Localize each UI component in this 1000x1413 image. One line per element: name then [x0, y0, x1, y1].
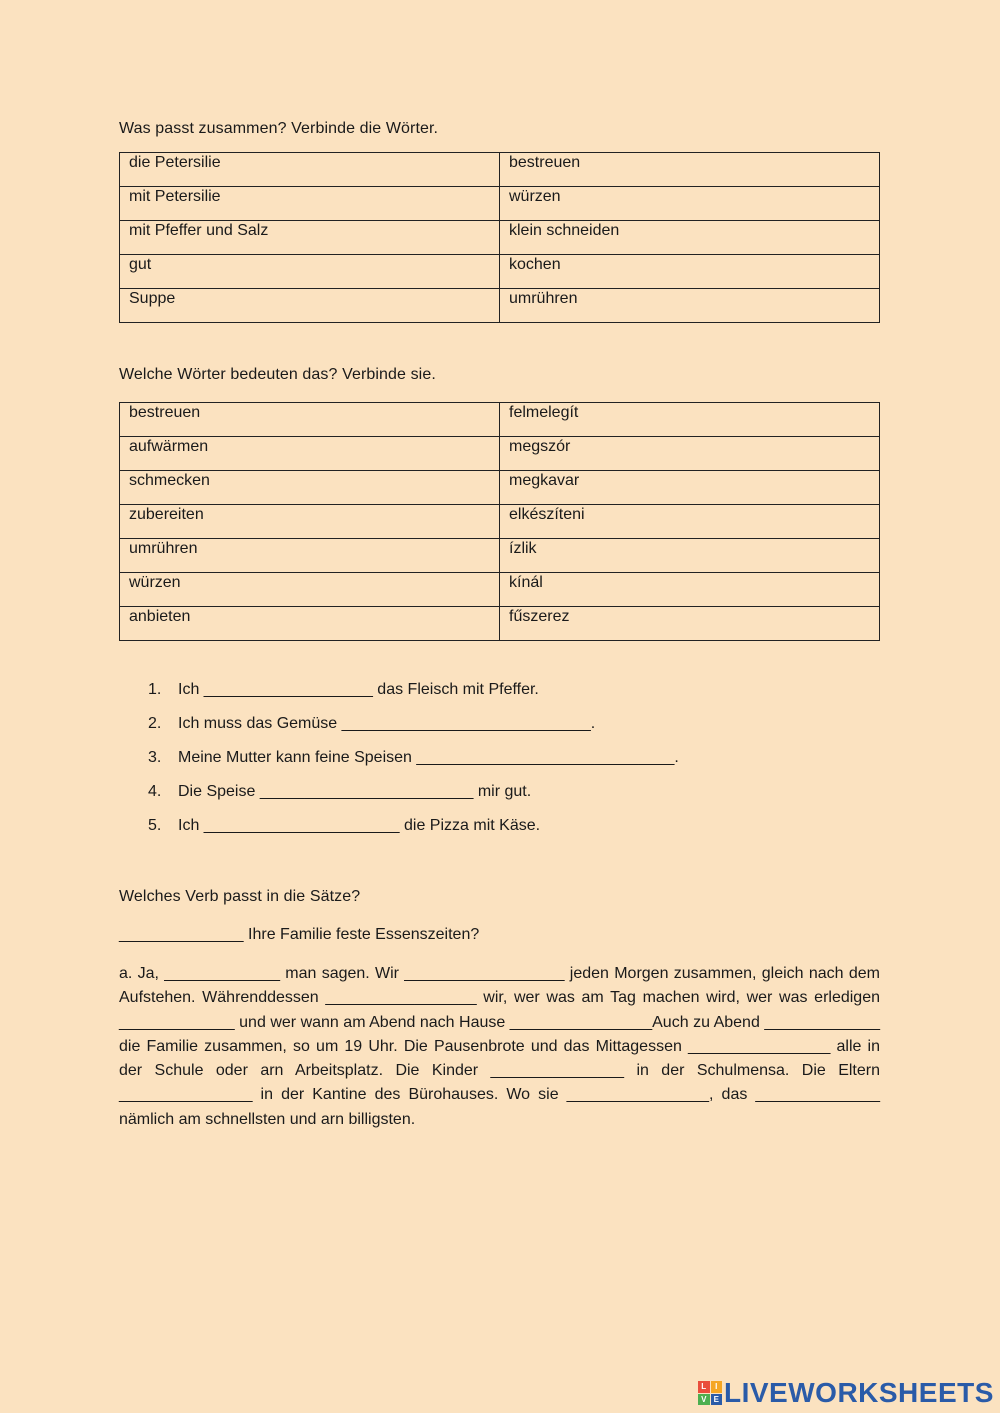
- table1-row: [120, 255, 880, 289]
- table2-left-cell[interactable]: bestreuen: [120, 403, 500, 437]
- table1-left-cell[interactable]: mit Pfeffer und Salz: [120, 221, 500, 255]
- table2-right-cell[interactable]: felmelegít: [500, 403, 880, 437]
- sentence-number: 2.: [148, 715, 162, 732]
- sentence-item: [148, 748, 679, 782]
- table2-left-cell[interactable]: schmecken: [120, 471, 500, 505]
- liveworksheets-logo: [698, 1378, 994, 1408]
- sentence-text[interactable]: Die Speise ________________________ mir gut.: [178, 783, 532, 800]
- sentence-item: [148, 782, 679, 816]
- table1-right-cell[interactable]: kochen: [500, 255, 880, 289]
- table2-row: [120, 539, 880, 573]
- match-table-1: [119, 152, 880, 323]
- table2-row: [120, 607, 880, 641]
- question-line: ______________ Ihre Familie feste Essenszeiten?: [119, 926, 480, 943]
- sentence-number: 4.: [148, 783, 162, 800]
- sentence-number: 3.: [148, 749, 162, 766]
- logo-text: LIVEWORKSHEETS: [724, 1377, 994, 1408]
- table2-right-cell[interactable]: kínál: [500, 573, 880, 607]
- sentence-number: 5.: [148, 817, 162, 834]
- table2-right-cell[interactable]: fűszerez: [500, 607, 880, 641]
- table2-row: [120, 403, 880, 437]
- section3-heading: Welches Verb passt in die Sätze?: [119, 888, 361, 905]
- table2-left-cell[interactable]: zubereiten: [120, 505, 500, 539]
- table1-row: [120, 153, 880, 187]
- table1-right-cell[interactable]: klein schneiden: [500, 221, 880, 255]
- sentence-text[interactable]: Meine Mutter kann feine Speisen _____________________________.: [178, 749, 679, 766]
- match-table-2: [119, 402, 880, 641]
- table2-left-cell[interactable]: umrühren: [120, 539, 500, 573]
- table1-row: [120, 289, 880, 323]
- table2-left-cell[interactable]: aufwärmen: [120, 437, 500, 471]
- section2-heading: Welche Wörter bedeuten das? Verbinde sie.: [119, 366, 436, 383]
- table2-left-cell[interactable]: anbieten: [120, 607, 500, 641]
- sentence-text[interactable]: Ich ______________________ die Pizza mit Käse.: [178, 817, 541, 834]
- sentence-item: [148, 680, 679, 714]
- table2-left-cell[interactable]: würzen: [120, 573, 500, 607]
- table1-left-cell[interactable]: die Petersilie: [120, 153, 500, 187]
- sentence-item: [148, 714, 679, 748]
- table2-row: [120, 573, 880, 607]
- table1-row: [120, 187, 880, 221]
- table2-row: [120, 471, 880, 505]
- cloze-paragraph: a. Ja, _____________ man sagen. Wir __________________ jeden Morgen zusammen, gleich nach dem Aufstehen. Währenddessen _________________ wir, wer was am Tag machen wird, wer was erledigen _____________ und wer wann am Abend nach Hause ________________Auch zu Abend _____________ die Familie zusammen, so um 19 Uhr. Die Pausenbrote und das Mittagessen ________________ alle in der Schule oder arn Arbeitsplatz. Die Kinder _______________ in der Schulmensa. Die Eltern _______________ in der Kantine des Bürohauses. Wo sie ________________, das ______________ nämlich am schnellsten und arn billigsten.: [119, 965, 880, 1128]
- sentence-text[interactable]: Ich muss das Gemüse ____________________________.: [178, 715, 596, 732]
- sentence-text[interactable]: Ich ___________________ das Fleisch mit Pfeffer.: [178, 681, 539, 698]
- table2-right-cell[interactable]: megszór: [500, 437, 880, 471]
- table1-row: [120, 221, 880, 255]
- table2-row: [120, 505, 880, 539]
- sentence-list: [148, 680, 679, 850]
- table1-right-cell[interactable]: bestreuen: [500, 153, 880, 187]
- section1-heading: Was passt zusammen? Verbinde die Wörter.: [119, 120, 439, 137]
- table1-left-cell[interactable]: gut: [120, 255, 500, 289]
- sentence-item: [148, 816, 679, 850]
- table2-row: [120, 437, 880, 471]
- table2-right-cell[interactable]: megkavar: [500, 471, 880, 505]
- table1-right-cell[interactable]: umrühren: [500, 289, 880, 323]
- table1-left-cell[interactable]: mit Petersilie: [120, 187, 500, 221]
- liveworksheets-logo-icon: L I V E: [698, 1381, 722, 1405]
- table1-left-cell[interactable]: Suppe: [120, 289, 500, 323]
- sentence-number: 1.: [148, 681, 162, 698]
- table1-right-cell[interactable]: würzen: [500, 187, 880, 221]
- table2-right-cell[interactable]: elkészíteni: [500, 505, 880, 539]
- table2-right-cell[interactable]: ízlik: [500, 539, 880, 573]
